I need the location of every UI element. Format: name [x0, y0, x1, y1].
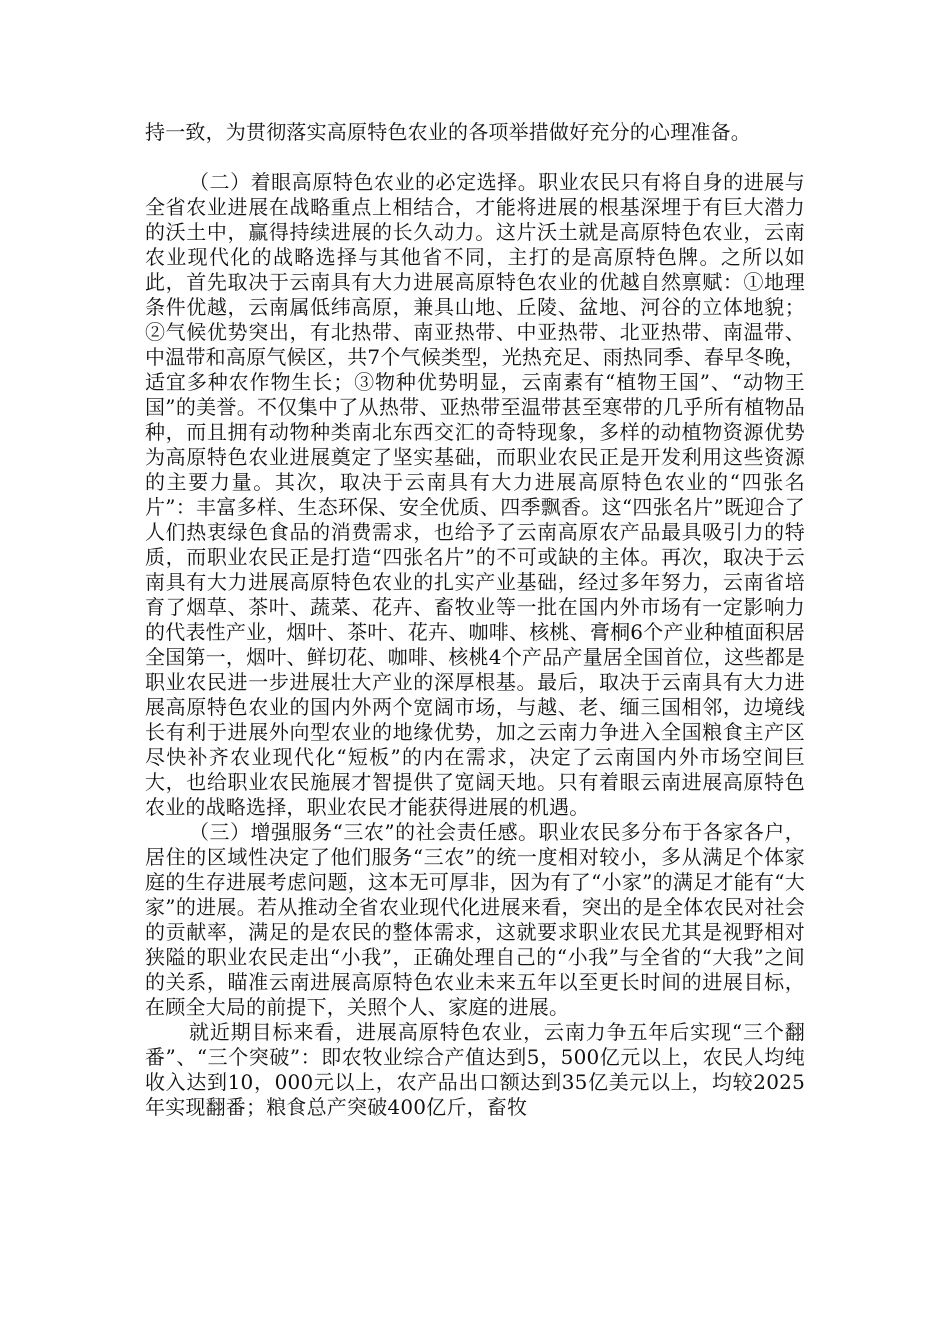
paragraph-continuation: 持一致，为贯彻落实高原特色农业的各项举措做好充分的心理准备。	[145, 120, 751, 144]
paragraph-section-three: （三）增强服务“三农”的社会责任感。职业农民多分布于各家各户，居住的区域性决定了他们服务“三农”的统一度相对较小，多从满足个体家庭的生存进展考虑问题，这本无可厚非，因为有了“小家”的满足才能有“大家”的进展。若从推动全省农业现代化进展来看，突出的是全体农民对社会的贡献率，满足的是农民的整体需求，这就要求职业农民尤其是视野相对狭隘的职业农民走出“小我”，正确处理自己的“小我”与全省的“大我”之间的关系，瞄准云南进展高原特色农业未来五年以至更长时间的进展目标，在顾全大局的前提下，关照个人、家庭的进展。	[145, 820, 805, 1019]
paragraph-near-term-goals: 就近期目标来看，进展高原特色农业，云南力争五年后实现“三个翻番”、“三个突破”：即农牧业综合产值达到5，500亿元以上，农民人均纯收入达到10，000元以上，农产品出口额达到35亿美元以上，均较2025年实现翻番；粮食总产突破400亿斤，畜牧	[145, 1020, 805, 1119]
document-body	[145, 120, 805, 1120]
paragraph-section-two: （二）着眼高原特色农业的必定选择。职业农民只有将自身的进展与全省农业进展在战略重点上相结合，才能将进展的根基深埋于有巨大潜力的沃土中，赢得持续进展的长久动力。这片沃土就是高原特色农业，云南农业现代化的战略选择与其他省不同，主打的是高原特色牌。之所以如此，首先取决于云南具有大力进展高原特色农业的优越自然禀赋：①地理条件优越，云南属低纬高原，兼具山地、丘陵、盆地、河谷的立体地貌；②气候优势突出，有北热带、南亚热带、中亚热带、北亚热带、南温带、中温带和高原气候区，共7个气候类型，光热充足、雨热同季、春早冬晚，适宜多种农作物生长；③物种优势明显，云南素有“植物王国”、“动物王国”的美誉。不仅集中了从热带、亚热带至温带甚至寒带的几乎所有植物品种，而且拥有动物种类南北东西交汇的奇特现象，多样的动植物资源优势为高原特色农业进展奠定了坚实基础，而职业农民正是开发利用这些资源的主要力量。其次，取决于云南具有大力进展高原特色农业的“四张名片”：丰富多样、生态环保、安全优质、四季飘香。这“四张名片”既迎合了人们热衷绿色食品的消费需求，也给予了云南高原农产品最具吸引力的特质，而职业农民正是打造“四张名片”的不可或缺的主体。再次，取决于云南具有大力进展高原特色农业的扎实产业基础，经过多年努力，云南省培育了烟草、茶叶、蔬菜、花卉、畜牧业等一批在国内外市场有一定影响力的代表性产业，烟叶、茶叶、花卉、咖啡、核桃、膏桐6个产业种植面积居全国第一，烟叶、鲜切花、咖啡、核桃4个产品产量居全国首位，这些都是职业农民进一步进展壮大产业的深厚根基。最后，取决于云南具有大力进展高原特色农业的国内外两个宽阔市场，与越、老、缅三国相邻，边境线长有利于进展外向型农业的地缘优势，加之云南力争进入全国粮食主产区尽快补齐农业现代化“短板”的内在需求，决定了云南国内外市场空间巨大，也给职业农民施展才智提供了宽阔天地。只有着眼云南进展高原特色农业的战略选择，职业农民才能获得进展的机遇。	[145, 170, 805, 819]
